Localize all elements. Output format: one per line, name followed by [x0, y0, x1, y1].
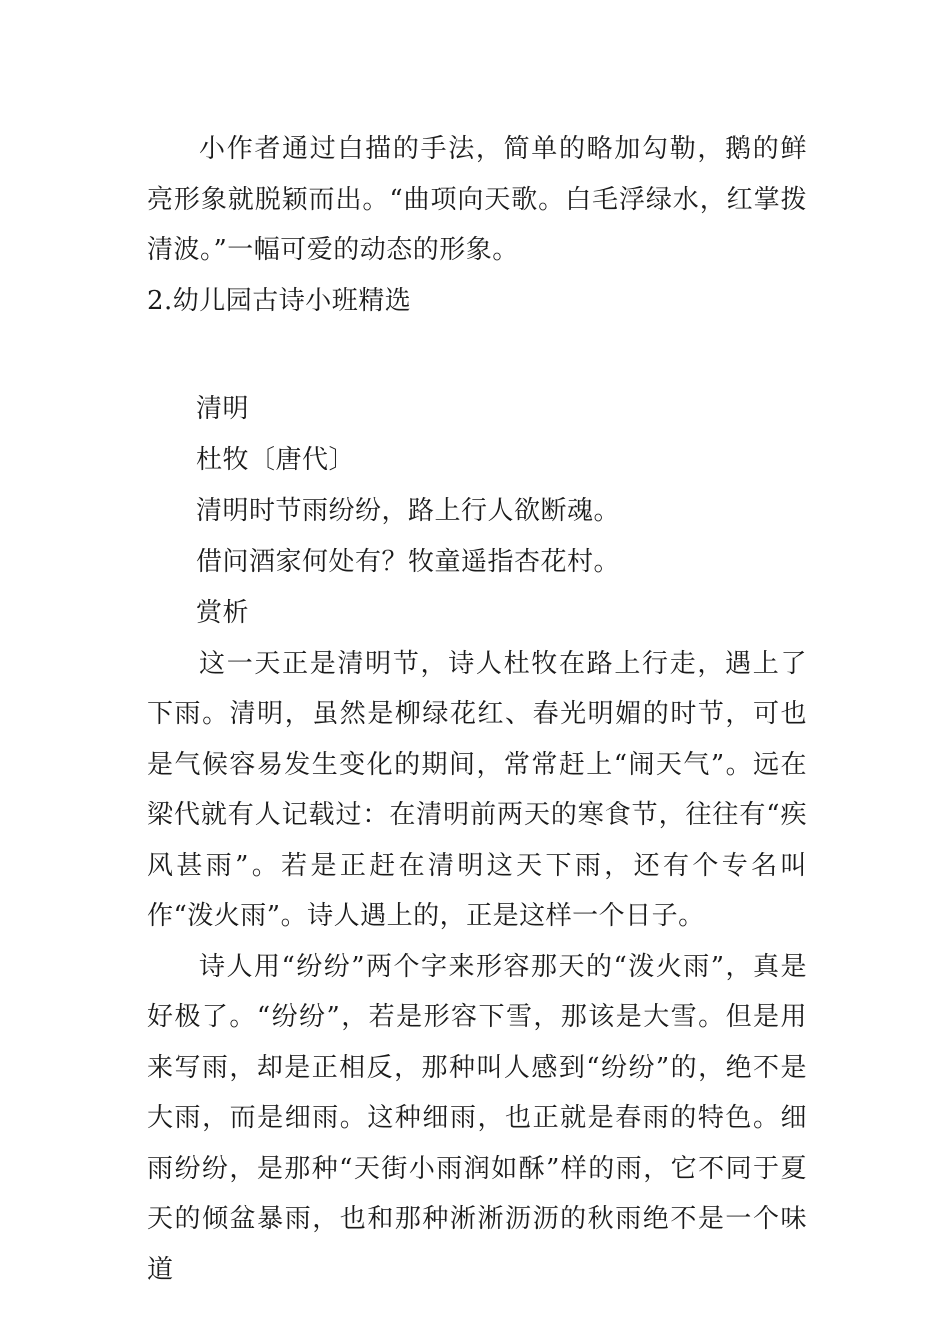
paragraph-fenfen: 诗人用“纷纷”两个字来形容那天的“泼火雨”，真是好极了。“纷纷”，若是形容下雪，那该是大雪。但是用来写雨，却是正相反，那种叫人感到“纷纷”的，绝不是大雨，而是细雨。这种细雨，也正就是春雨的特色。细雨纷纷，是那种“天街小雨润如酥”样的雨，它不同于夏天的倾盆暴雨，也和那种淅淅沥沥的秋雨绝不是一个味道 — [147, 951, 807, 1285]
appreciation-label: 赏析 — [196, 597, 250, 628]
paragraph-goose-analysis: 小作者通过白描的手法，简单的略加勾勒，鹅的鲜亮形象就脱颖而出。“曲项向天歌。白毛浮绿水，红掌拨清波。”一幅可爱的动态的形象。 — [147, 134, 807, 265]
paragraph-qingming-rain: 这一天正是清明节，诗人杜牧在路上行走，遇上了下雨。清明，虽然是柳绿花红、春光明媚的时节，可也是气候容易发生变化的期间，常常赶上“闹天气”。远在梁代就有人记载过：在清明前两天的寒食节，往往有“疾风甚雨”。若是正赶在清明这天下雨，还有个专名叫作“泼火雨”。诗人遇上的，正是这样一个日子。 — [147, 648, 807, 931]
section-heading: 2.幼儿园古诗小班精选 — [147, 285, 412, 316]
poem-author: 杜牧〔唐代〕 — [196, 444, 356, 475]
poem-line-1: 清明时节雨纷纷，路上行人欲断魂。 — [196, 495, 621, 526]
document-page — [147, 124, 807, 1295]
poem-title: 清明 — [196, 393, 250, 424]
poem-line-2: 借问酒家何处有？牧童遥指杏花村。 — [196, 546, 621, 577]
blank-space — [147, 326, 807, 384]
